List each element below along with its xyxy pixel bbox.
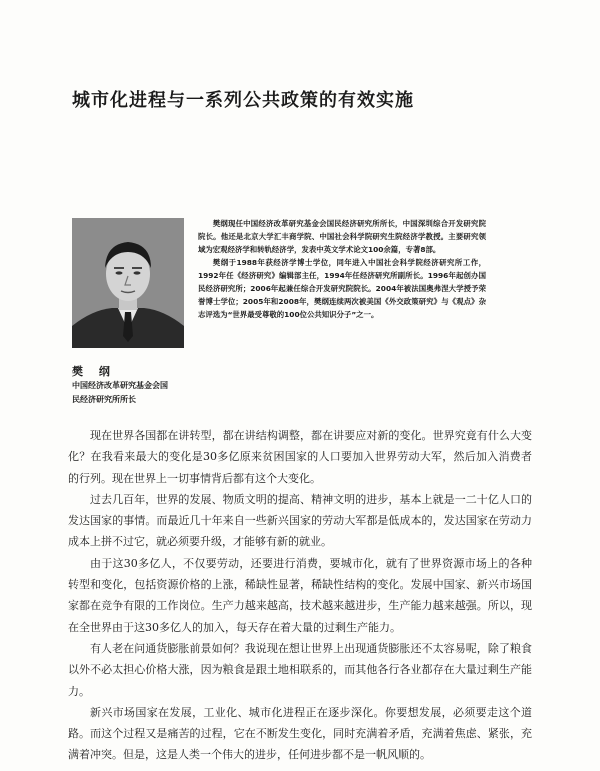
body-paragraph: 过去几百年，世界的发展、物质文明的提高、精神文明的进步，基本上就是一二十亿人口的发达国家的事情。而最近几十年来自一些新兴国家的劳动大军都是低成本的，发达国家在劳动力成本上拼不过它，就必须要升级，才能够有新的就业。: [68, 492, 532, 549]
article-title: 城市化进程与一系列公共政策的有效实施: [72, 90, 414, 111]
author-portrait-icon: [72, 218, 184, 348]
article-body: [68, 425, 532, 766]
author-name: 樊 纲: [72, 365, 116, 378]
body-paragraph: 现在世界各国都在讲转型，都在讲结构调整，都在讲要应对新的变化。世界究竟有什么大变化？在我看来最大的变化是30多亿原来贫困国家的人口要加入世界劳动大军，然后加入消费者的行列。现在世界上一切事情背后都有这个大变化。: [68, 429, 532, 485]
body-paragraph: 有人老在问通货膨胀前景如何？我说现在想让世界上出现通货膨胀还不太容易呢，除了粮食以外不必太担心价格大涨，因为粮食是跟土地相联系的，而其他各行各业都存在大量过剩生产能力。: [68, 641, 532, 698]
bio-paragraph: 樊纲于1988年获经济学博士学位，同年进入中国社会科学院经济研究所工作，1992年任《经济研究》编辑部主任，1994年任经济研究所副所长。1996年起创办国民经济研究所；2006年起兼任综合开发研究院院长。2004年被法国奥弗涅大学授予荣誉博士学位；2005年和2008年，樊纲连续两次被美国《外交政策研究》与《观点》杂志评选为“世界最受尊敬的100位公共知识分子”之一。: [198, 258, 486, 319]
affiliation-line: 民经济研究所所长: [72, 394, 136, 404]
portrait-drawing: [72, 218, 184, 348]
body-paragraph: 新兴市场国家在发展，工业化、城市化进程正在逐步深化。你要想发展，必须要走这个道路。而这个过程又是痛苦的过程，它在不断发生变化，同时充满着矛盾，充满着焦虑、紧张，充满着冲突。但是，这是人类一个伟大的进步，任何进步都不是一帆风顺的。: [68, 705, 532, 762]
body-paragraph: 由于这30多亿人，不仅要劳动，还要进行消费，要城市化，就有了世界资源市场上的各种转型和变化，包括资源价格的上涨，稀缺性显著，稀缺性结构的变化。发展中国家、新兴市场国家都在竞争有限的工作岗位。生产力越来越高，技术越来越进步，生产能力越来越强。所以，现在全世界由于这30多亿人的加入，每天存在着大量的过剩生产能力。: [68, 556, 532, 634]
bio-paragraph: 樊纲现任中国经济改革研究基金会国民经济研究所所长，中国深圳综合开发研究院院长。他还是北京大学汇丰商学院、中国社会科学院研究生院经济学教授。主要研究领域为宏观经济学和转轨经济学，发表中英文学术论文100余篇，专著8部。: [198, 219, 486, 254]
affiliation-line: 中国经济改革研究基金会国: [72, 380, 168, 390]
author-affiliation: [72, 378, 212, 406]
author-bio: [198, 217, 486, 321]
